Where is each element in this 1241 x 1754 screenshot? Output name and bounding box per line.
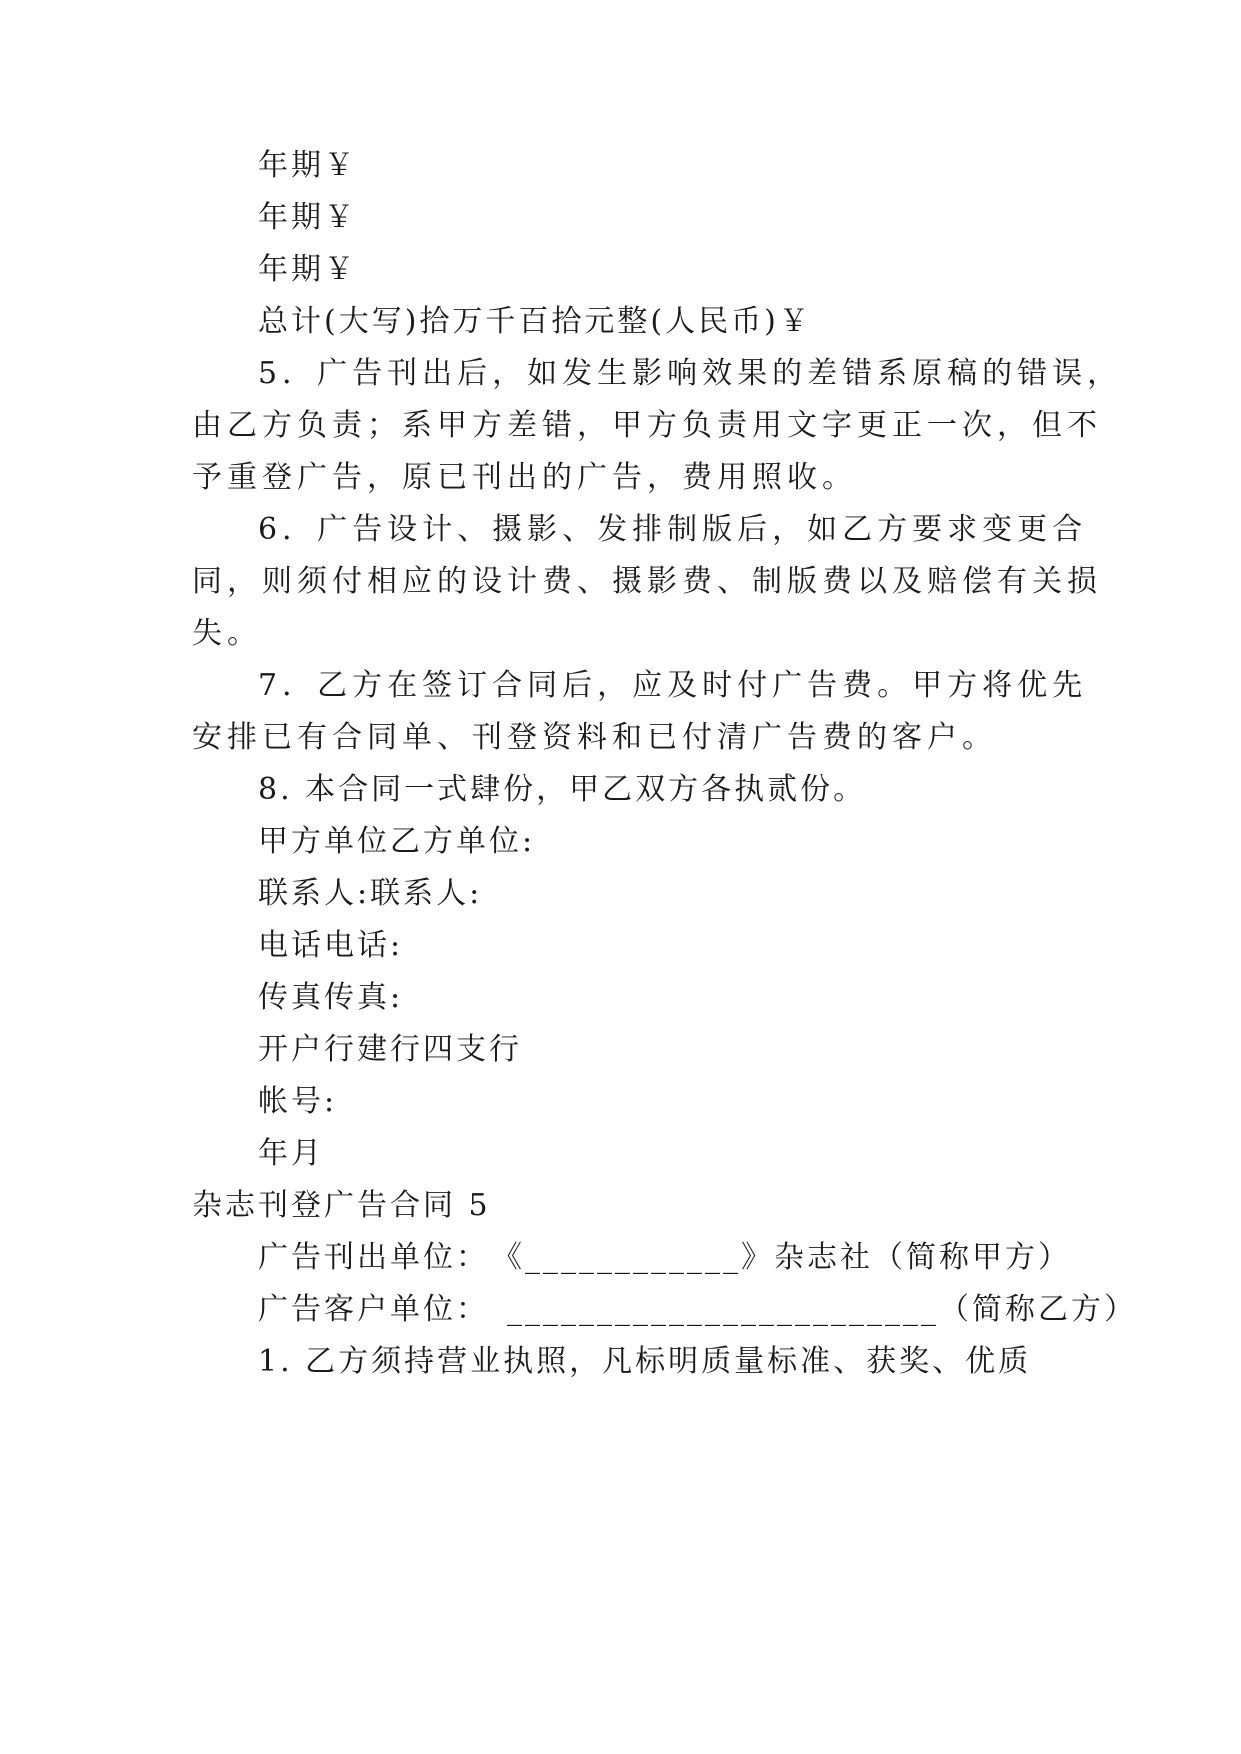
bank-line: 开户行建行四支行 bbox=[258, 1032, 522, 1067]
date-line: 年月 bbox=[258, 1136, 324, 1171]
fax-line: 传真传真: bbox=[258, 980, 404, 1015]
client-unit-line: 广告客户单位： ________________________（简称乙方） bbox=[258, 1292, 1137, 1327]
account-line: 帐号: bbox=[258, 1084, 338, 1119]
paragraph-5-line-1: 5．广告刊出后，如发生影响效果的差错系原稿的错误， bbox=[258, 356, 1123, 391]
clause-1-line-1: 1. 乙方须持营业执照，凡标明质量标准、获奖、优质 bbox=[258, 1344, 1032, 1379]
text-line: 年期￥ bbox=[258, 252, 357, 287]
contact-line: 联系人:联系人: bbox=[258, 876, 483, 911]
paragraph-5-line-3: 予重登广告，原已刊出的广告，费用照收。 bbox=[192, 460, 857, 495]
paragraph-6-line-3: 失。 bbox=[192, 616, 262, 651]
text-line: 总计(大写)拾万千百拾元整(人民币)￥ bbox=[258, 304, 812, 339]
contract-title: 杂志刊登广告合同 5 bbox=[192, 1188, 491, 1223]
text-line: 年期￥ bbox=[258, 148, 357, 183]
publisher-unit-line: 广告刊出单位： 《____________》杂志社（简称甲方） bbox=[258, 1240, 1071, 1275]
paragraph-7-line-2: 安排已有合同单、刊登资料和已付清广告费的客户。 bbox=[192, 720, 997, 755]
party-units-line: 甲方单位乙方单位: bbox=[258, 824, 536, 859]
text-line: 年期￥ bbox=[258, 200, 357, 235]
phone-line: 电话电话: bbox=[258, 928, 404, 963]
paragraph-7-line-1: 7．乙方在签订合同后，应及时付广告费。甲方将优先 bbox=[258, 668, 1088, 703]
paragraph-8: 8. 本合同一式肆份，甲乙双方各执贰份。 bbox=[258, 772, 867, 807]
paragraph-6-line-1: 6．广告设计、摄影、发排制版后，如乙方要求变更合 bbox=[258, 512, 1088, 547]
paragraph-5-line-2: 由乙方负责；系甲方差错，甲方负责用文字更正一次，但不 bbox=[192, 408, 1102, 443]
paragraph-6-line-2: 同，则须付相应的设计费、摄影费、制版费以及赔偿有关损 bbox=[192, 564, 1102, 599]
